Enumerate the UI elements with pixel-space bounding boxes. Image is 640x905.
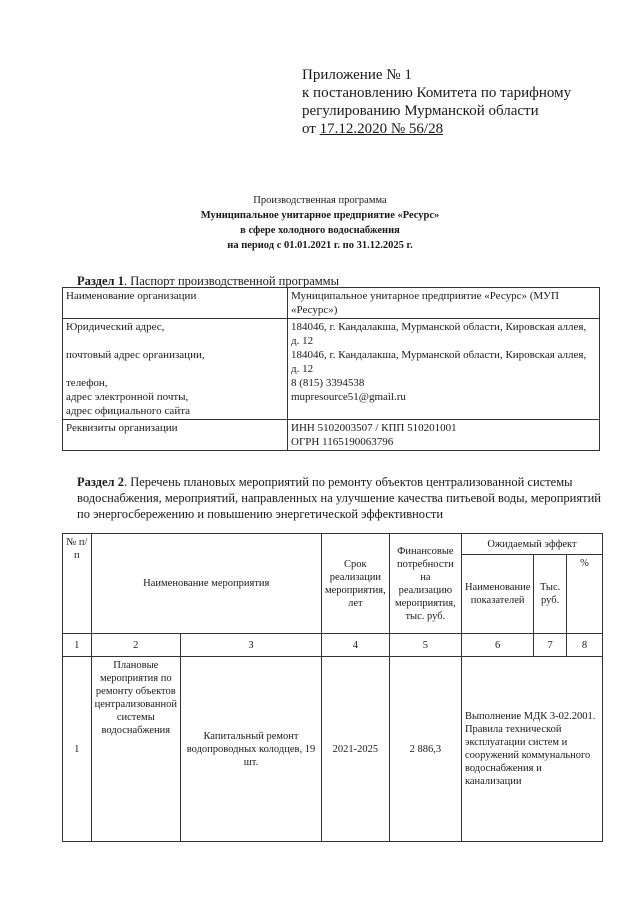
program-line-2: Муниципальное унитарное предприятие «Ресурс»	[200, 210, 440, 221]
passport-table	[62, 287, 600, 451]
passport-value: mupresource51@gmail.ru	[291, 391, 406, 403]
passport-label: Реквизиты организации	[66, 422, 178, 434]
passport-row-requisites	[63, 420, 600, 451]
row-finance: 2 886,3	[389, 657, 461, 842]
appendix-block	[302, 66, 602, 138]
table-row	[63, 657, 603, 842]
passport-label: адрес электронной почты,	[66, 391, 189, 403]
row-num: 1	[63, 657, 92, 842]
program-heading	[60, 193, 580, 253]
appendix-date-value: 17.12.2020 № 56/28	[319, 121, 444, 137]
passport-label: адрес официального сайта	[66, 405, 191, 417]
passport-label: Наименование организации	[63, 288, 288, 319]
row-term: 2021-2025	[321, 657, 389, 842]
program-line-1: Производственная программа	[253, 195, 387, 206]
header-indicator: Наименование показателей	[461, 555, 533, 634]
column-number: 8	[566, 634, 602, 657]
column-number: 1	[63, 634, 92, 657]
header-effect: Ожидаемый эффект	[461, 534, 602, 555]
program-line-3: в сфере холодного водоснабжения	[240, 225, 400, 236]
header-finance: Финансовые потребности на реализацию мероприятия, тыс. руб.	[389, 534, 461, 634]
section-1-title-rest: . Паспорт производственной программы	[123, 274, 339, 288]
passport-value: 184046, г. Кандалакша, Мурманской области, Кировская аллея, д. 12	[291, 349, 587, 375]
appendix-line-3: регулированию Мурманской области	[302, 103, 539, 119]
program-line-4: на период с 01.01.2021 г. по 31.12.2025 г.	[227, 240, 413, 251]
column-number: 3	[181, 634, 322, 657]
row-category: Плановые мероприятия по ремонту объектов централизованной системы водоснабжения	[91, 657, 180, 842]
passport-label: Юридический адрес,	[66, 321, 165, 333]
section-2-title	[77, 474, 602, 522]
appendix-line-2: к постановлению Комитета по тарифному	[302, 85, 572, 101]
row-name: Капитальный ремонт водопроводных колодцев, 19 шт.	[181, 657, 322, 842]
table-header-row	[63, 534, 603, 555]
column-number: 6	[461, 634, 533, 657]
passport-label: почтовый адрес организации,	[66, 349, 205, 361]
header-num: № п/п	[63, 534, 92, 634]
column-number: 5	[389, 634, 461, 657]
passport-value: 184046, г. Кандалакша, Мурманской области, Кировская аллея, д. 12	[291, 321, 587, 347]
header-name: Наименование мероприятия	[91, 534, 321, 634]
section-2-title-rest: . Перечень плановых мероприятий по ремонту объектов централизованной системы водоснабжения, мероприятий, направленных на улучшение качества питьевой воды, мероприятий по энергосбережению и повышению энергетической эффективности	[77, 475, 601, 521]
table-numbering-row	[63, 634, 603, 657]
column-number: 2	[91, 634, 180, 657]
header-percent: %	[566, 555, 602, 634]
section-2-title-bold: Раздел 2	[77, 475, 124, 489]
passport-value: ОГРН 1165190063796	[291, 436, 394, 448]
section-1-title-bold: Раздел 1	[77, 274, 124, 288]
column-number: 4	[321, 634, 389, 657]
header-term: Срок реализации мероприятия, лет	[321, 534, 389, 634]
passport-value: Муниципальное унитарное предприятие «Ресурс» (МУП «Ресурс»)	[288, 288, 600, 319]
row-effect: Выполнение МДК 3-02.2001. Правила технической эксплуатации систем и сооружений коммунального водоснабжения и канализации	[461, 657, 602, 842]
passport-value: 8 (815) 3394538	[291, 377, 365, 389]
appendix-line-1: Приложение № 1	[302, 67, 412, 83]
measures-table	[62, 533, 603, 842]
passport-label: телефон,	[66, 377, 108, 389]
passport-value: ИНН 5102003507 / КПП 510201001	[291, 422, 457, 434]
appendix-date	[302, 120, 602, 138]
passport-row-name	[63, 288, 600, 319]
header-thousand: Тыс. руб.	[534, 555, 567, 634]
passport-row-contacts	[63, 319, 600, 420]
column-number: 7	[534, 634, 567, 657]
appendix-date-prefix: от	[302, 121, 316, 137]
